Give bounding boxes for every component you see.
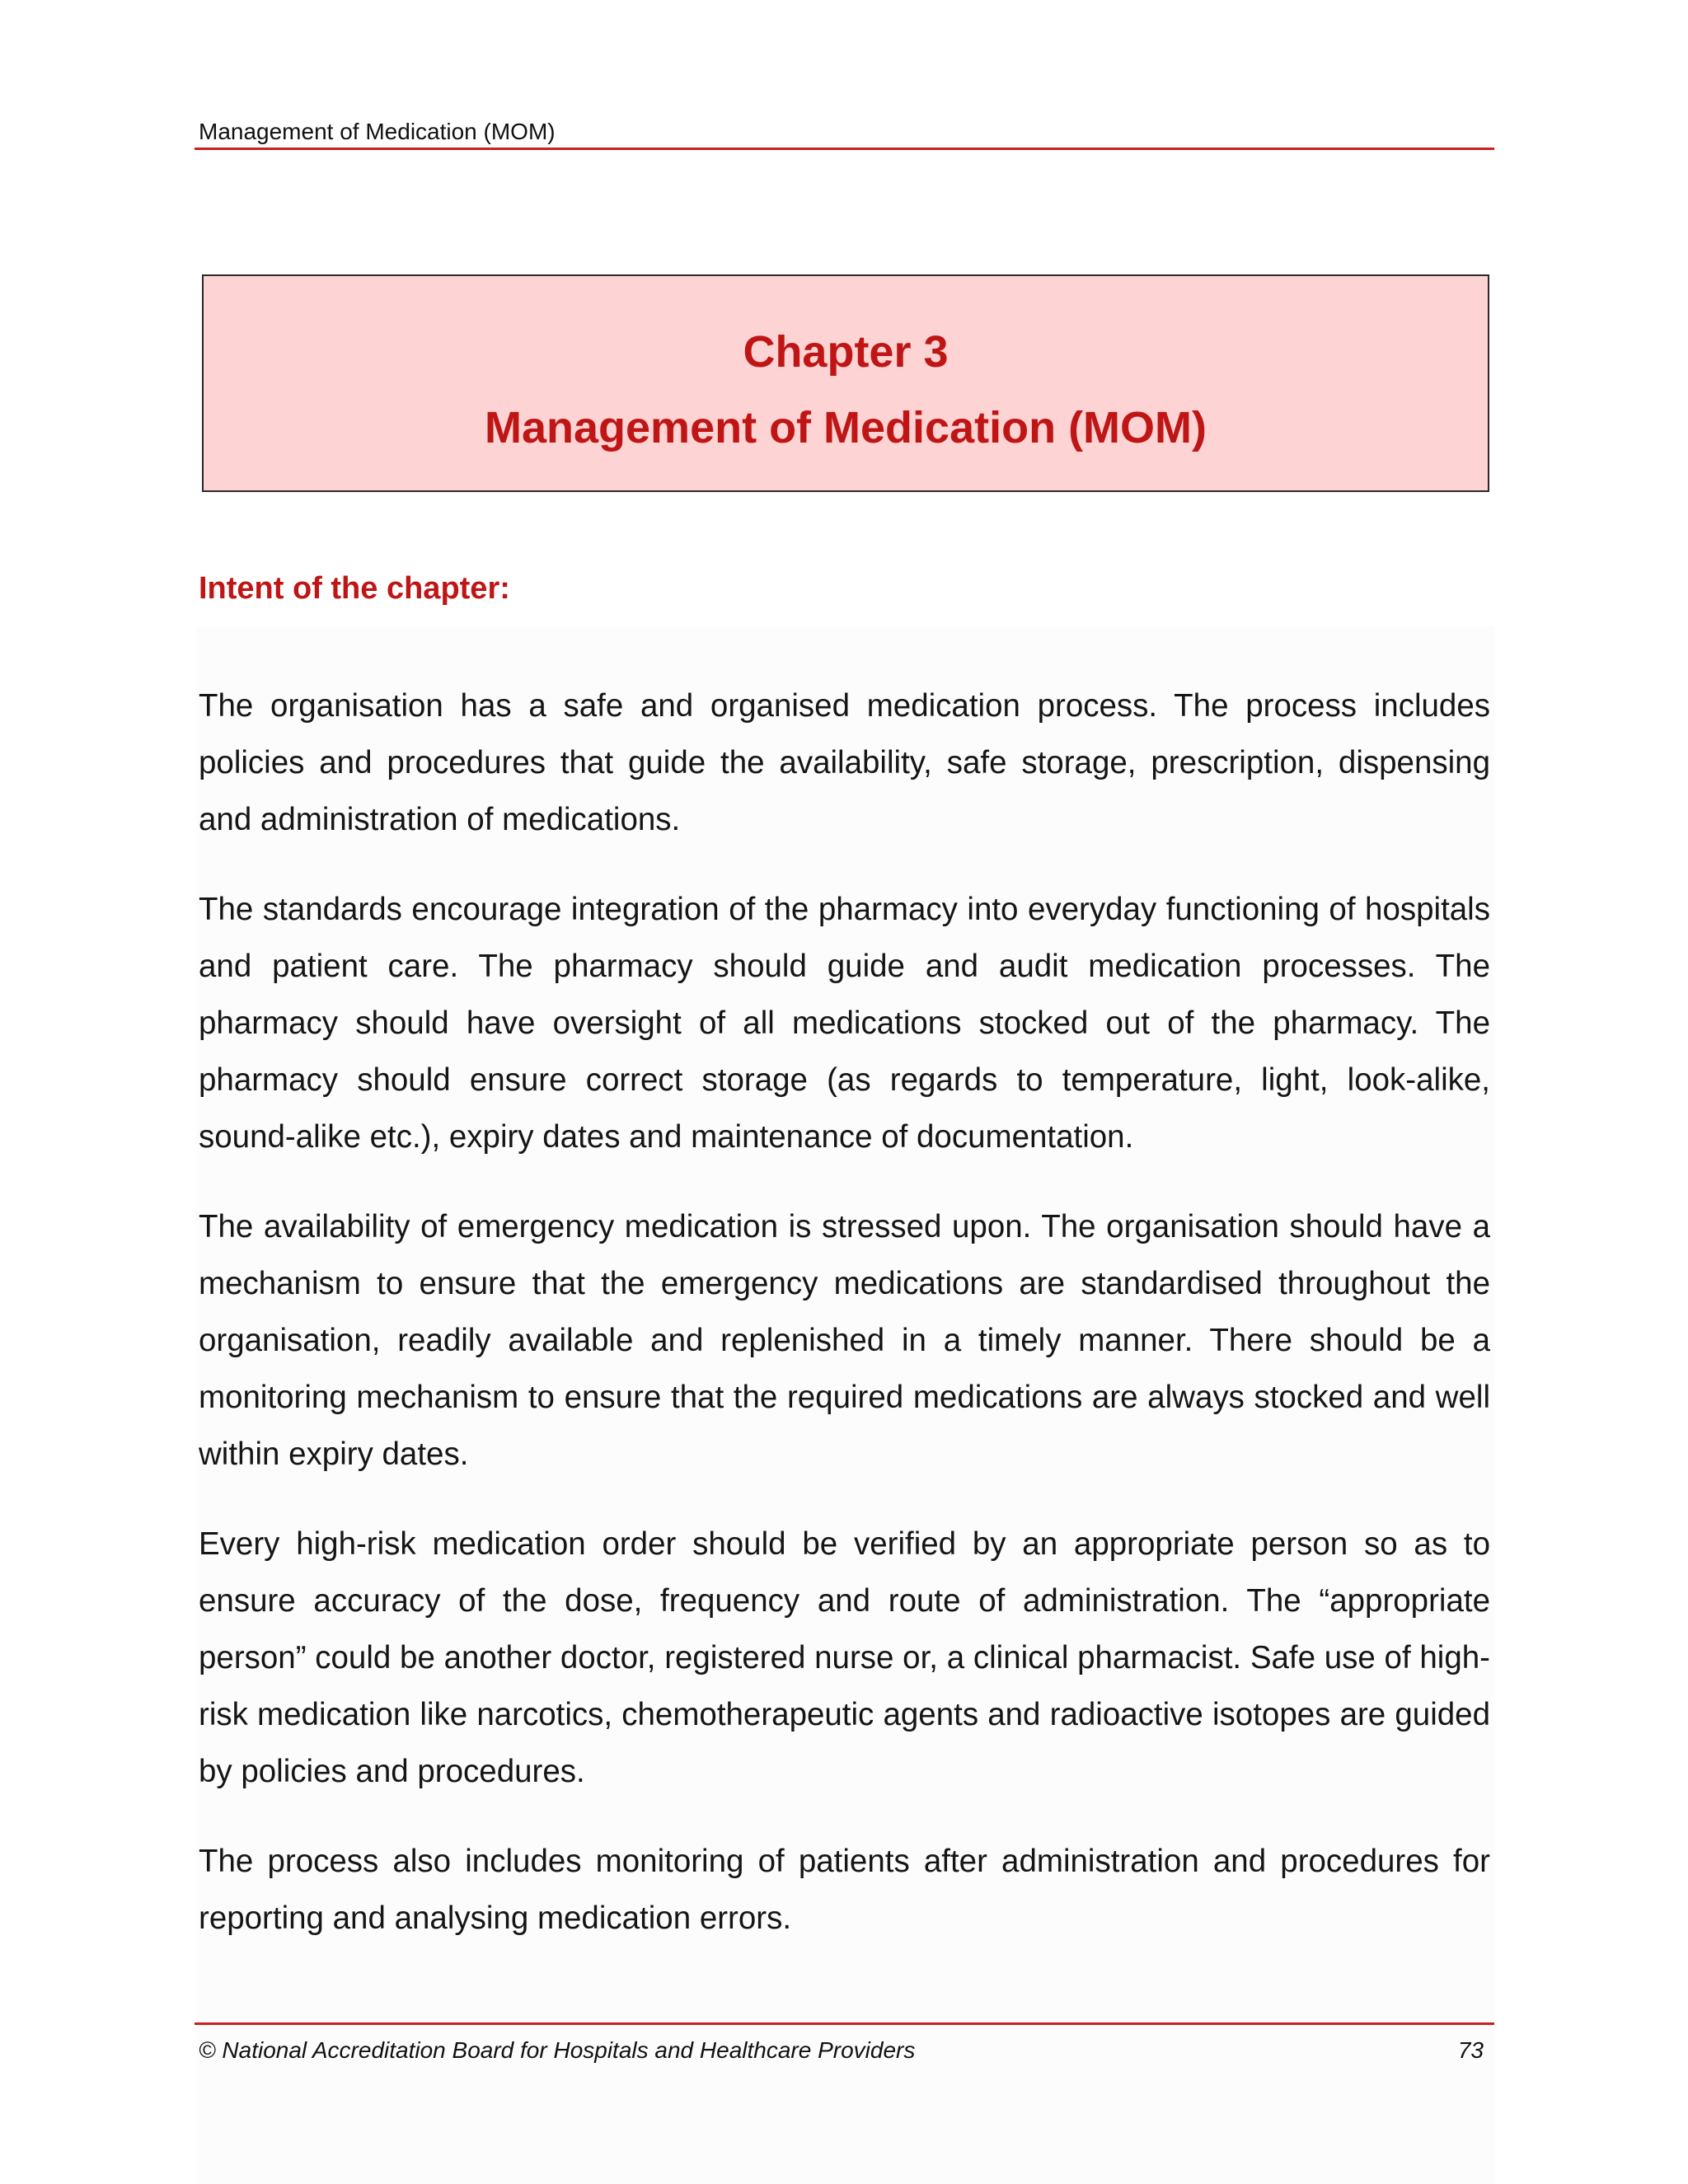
running-header: Management of Medication (MOM): [199, 119, 556, 144]
paragraph: The organisation has a safe and organised medication process. The process includes policies and procedures that guide the availability, safe storage, prescription, dispensing and administration of medications.: [199, 688, 1490, 837]
header-rule: [195, 148, 1494, 150]
paragraph: The availability of emergency medication is stressed upon. The organisation should have a mechanism to ensure that the emergency medications are standardised throughout the organisation, readily available and replenished in a timely manner. There should be a monitoring mechanism to ensure that the required medications are always stocked and well within expiry dates.: [199, 1209, 1490, 1472]
page-number: 73: [1457, 2037, 1484, 2063]
footer-copyright: © National Accreditation Board for Hospitals and Healthcare Providers: [199, 2037, 916, 2063]
chapter-title-box: [202, 274, 1489, 492]
paragraph: Every high-risk medication order should be verified by an appropriate person so as to ensure accuracy of the dose, frequency and route of administration. The “appropriate person” could be another doctor, registered nurse or, a clinical pharmacist. Safe use of high-risk medication like narcotics, chemotherapeutic agents and radioactive isotopes are guided by policies and procedures.: [199, 1526, 1490, 1789]
body-text: [199, 677, 1490, 1980]
section-heading: Intent of the chapter:: [199, 571, 510, 606]
paragraph: The standards encourage integration of the pharmacy into everyday functioning of hospitals and patient care. The pharmacy should guide and audit medication processes. The pharmacy should have oversight of all medications stocked out of the pharmacy. The pharmacy should ensure correct storage (as regards to temperature, light, look-alike, sound-alike etc.), expiry dates and maintenance of documentation.: [199, 892, 1490, 1155]
chapter-number: Chapter 3: [743, 327, 949, 377]
chapter-title: Management of Medication (MOM): [485, 403, 1207, 452]
paragraph: The process also includes monitoring of patients after administration and procedures for reporting and analysing medication errors.: [199, 1844, 1490, 1936]
footer-rule: [195, 2022, 1494, 2025]
